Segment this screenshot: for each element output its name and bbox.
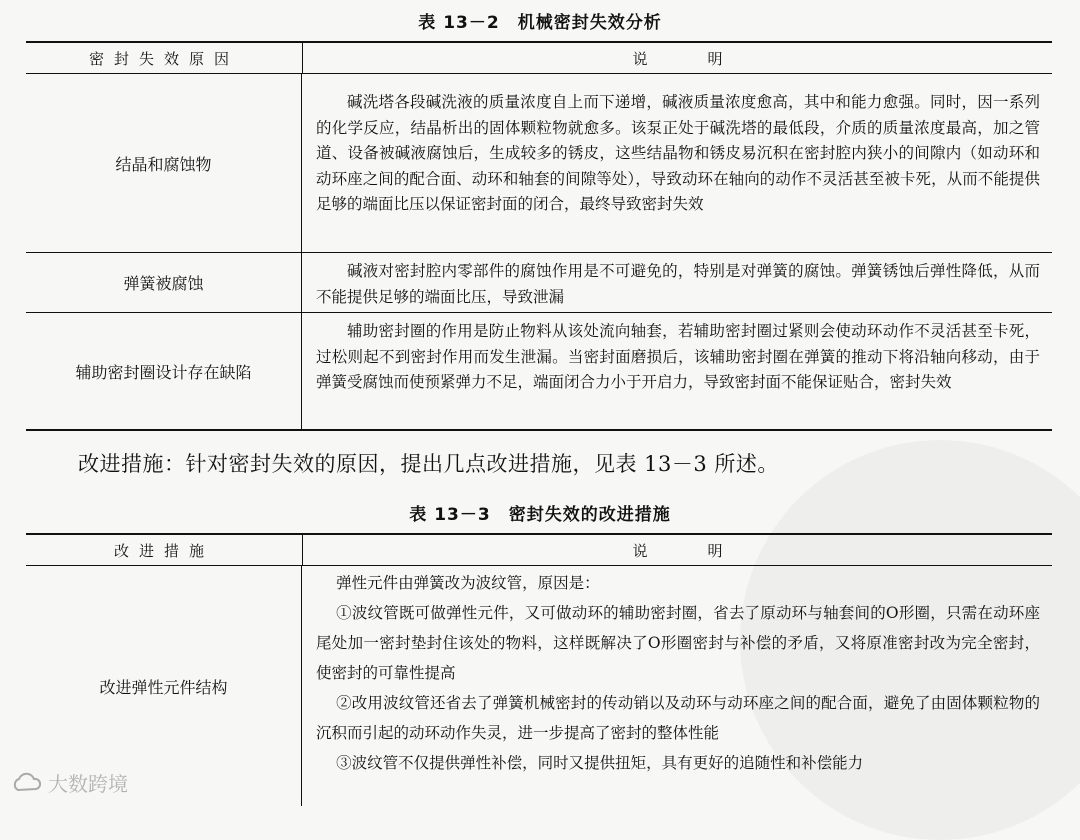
logo-text: 大数跨境 — [48, 772, 128, 796]
table-row — [26, 74, 1052, 253]
header-description: 说明 — [632, 541, 783, 560]
table-row — [26, 566, 1052, 806]
row-description — [302, 313, 1052, 429]
cloud-icon — [10, 772, 44, 794]
table-header — [26, 535, 1052, 566]
header-description: 说明 — [632, 49, 783, 68]
body-sentence: 改进措施：针对密封失效的原因，提出几点改进措施，见表 13－3 所述。 — [78, 452, 779, 476]
row-reason: 辅助密封圈设计存在缺陷 — [26, 313, 302, 429]
description-paragraph: 弹性元件由弹簧改为波纹管，原因是： — [336, 574, 600, 592]
row-reason: 结晶和腐蚀物 — [26, 74, 302, 252]
header-reason: 密封失效原因 — [26, 43, 303, 73]
improvement-table — [26, 533, 1052, 806]
description-paragraph: ①波纹管既可做弹性元件，又可做动环的辅助密封圈，省去了原动环与轴套间的O形圈，只需在动环座尾处加一密封垫封住该处的物料，这样既解决了O形圈密封与补偿的矛盾，又将原准密封改为完全密封，使密封的可靠性提高 — [316, 604, 1040, 682]
row-description — [302, 253, 1052, 312]
row-reason: 弹簧被腐蚀 — [26, 253, 302, 312]
failure-analysis-table — [26, 41, 1052, 431]
row-description — [302, 74, 1052, 252]
watermark-logo — [10, 768, 128, 797]
description-paragraph: 碱液对密封腔内零部件的腐蚀作用是不可避免的，特别是对弹簧的腐蚀。弹簧锈蚀后弹性降低，从而不能提供足够的端面比压，导致泄漏 — [316, 262, 1040, 306]
description-paragraph: 辅助密封圈的作用是防止物料从该处流向轴套，若辅助密封圈过紧则会使动环动作不灵活甚至卡死，过松则起不到密封作用而发生泄漏。当密封面磨损后，该辅助密封圈在弹簧的推动下将沿轴向移动，由于弹簧受腐蚀而使预紧弹力不足，端面闭合力小于开启力，导致密封面不能保证贴合，密封失效 — [316, 322, 1040, 391]
header-measure: 改进措施 — [26, 535, 303, 565]
table-row — [26, 253, 1052, 313]
table-header — [26, 43, 1052, 74]
table1-caption: 表 13－2 机械密封失效分析 — [418, 13, 662, 33]
description-paragraph: 碱洗塔各段碱洗液的质量浓度自上而下递增，碱液质量浓度愈高，其中和能力愈强。同时，因一系列的化学反应，结晶析出的固体颗粒物就愈多。该泵正处于碱洗塔的最低段，介质的质量浓度最高，加之管道、设备被碱液腐蚀后，生成较多的锈皮，这些结晶物和锈皮易沉积在密封腔内狭小的间隙内（如动环和动环座之间的配合面、动环和轴套的间隙等处），导致动环在轴向的动作不灵活甚至被卡死，从而不能提供足够的端面比压以保证密封面的闭合，最终导致密封失效 — [316, 93, 1040, 213]
table-row — [26, 313, 1052, 429]
row-measure: 改进弹性元件结构 — [26, 566, 302, 806]
description-paragraph: ②改用波纹管还省去了弹簧机械密封的传动销以及动环与动环座之间的配合面，避免了由固体颗粒物的沉积而引起的动环动作失灵，进一步提高了密封的整体性能 — [316, 694, 1040, 742]
description-paragraph: ③波纹管不仅提供弹性补偿，同时又提供扭矩，具有更好的追随性和补偿能力 — [336, 754, 864, 772]
table2-caption: 表 13－3 密封失效的改进措施 — [409, 505, 671, 525]
row-description — [302, 566, 1052, 806]
